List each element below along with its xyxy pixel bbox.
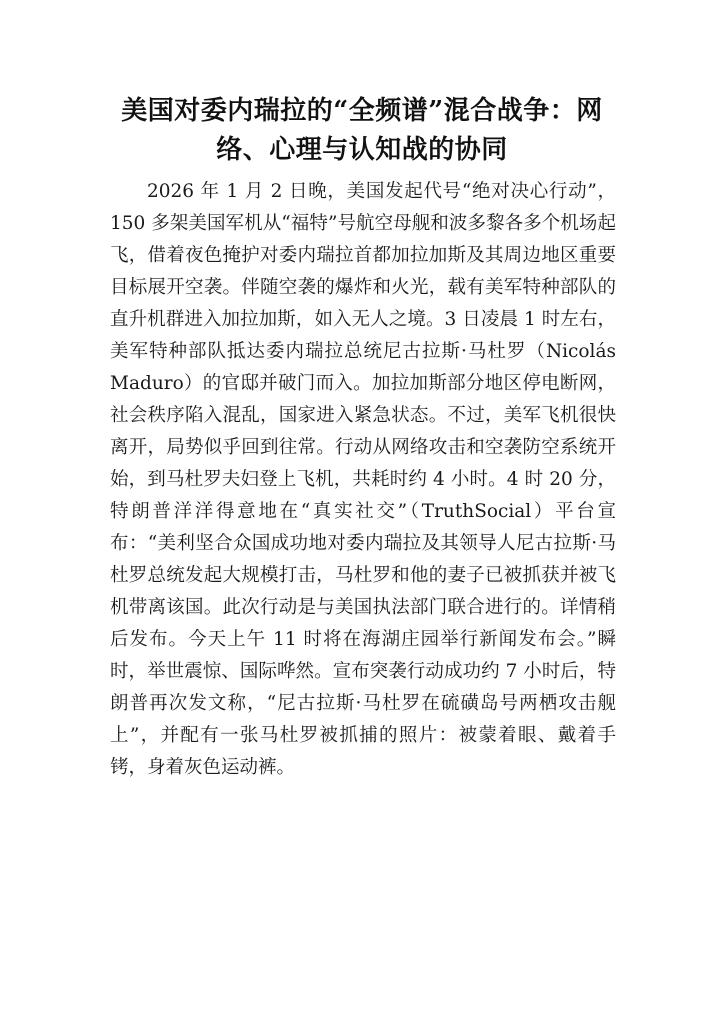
article-title: 美国对委内瑞拉的“全频谱”混合战争：网络、心理与认知战的协同 <box>121 96 603 165</box>
article-paragraph: 2026 年 1 月 2 日晚，美国发起代号“绝对决心行动”，150 多架美国军机从“福特”号航空母舰和波多黎各多个机场起飞，借着夜色掩护对委内瑞拉首都加拉加斯及其周边地区重要目标展开空袭。伴随空袭的爆炸和火光，载有美军特种部队的直升机群进入加拉加斯，如入无人之境。3 日凌晨 1 时左右，美军特种部队抵达委内瑞拉总统尼古拉斯·马杜罗（Nicolás Maduro）的官邸并破门而入。加拉加斯部分地区停电断网，社会秩序陷入混乱，国家进入紧急状态。不过，美军飞机很快离开，局势似乎回到往常。行动从网络攻击和空袭防空系统开始，到马杜罗夫妇登上飞机，共耗时约 4 小时。4 时 20 分，特朗普洋洋得意地在“真实社交”（TruthSocial）平台宣布：“美利坚合众国成功地对委内瑞拉及其领导人尼古拉斯·马杜罗总统发起大规模打击，马杜罗和他的妻子已被抓获并被飞机带离该国。此次行动是与美国执法部门联合进行的。详情稍后发布。今天上午 11 时将在海湖庄园举行新闻发布会。”瞬时，举世震惊、国际哗然。宣布突袭行动成功约 7 小时后，特朗普再次发文称，“尼古拉斯·马杜罗在硫磺岛号两栖攻击舰上”，并配有一张马杜罗被抓捕的照片：被蒙着眼、戴着手铐，身着灰色运动裤。 <box>110 181 616 778</box>
